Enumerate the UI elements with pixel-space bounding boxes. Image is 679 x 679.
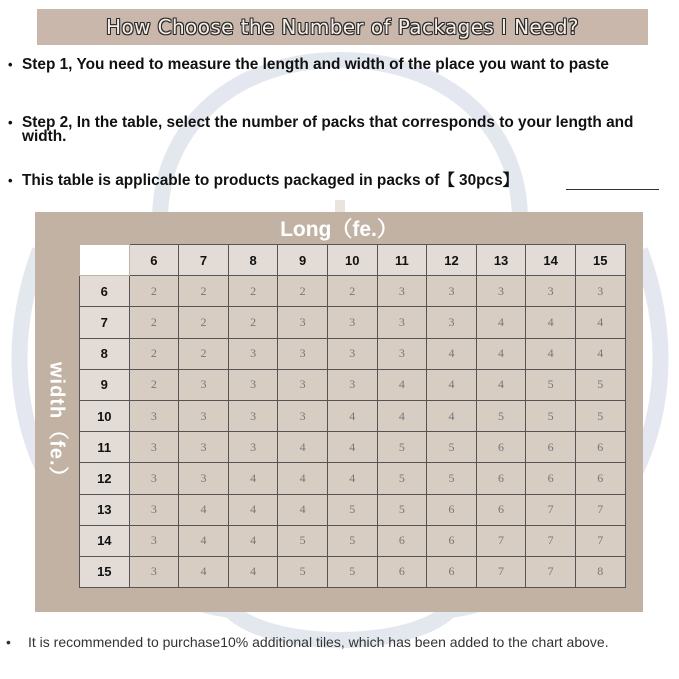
- pack-count-cell: 7: [526, 525, 576, 556]
- pack-count-cell: 6: [427, 525, 477, 556]
- table-row: [80, 307, 626, 338]
- pack-count-cell: 3: [129, 525, 179, 556]
- pack-count-cell: 3: [228, 369, 278, 400]
- table-row: [80, 369, 626, 400]
- pack-count-cell: 3: [129, 463, 179, 494]
- pack-count-cell: 4: [327, 463, 377, 494]
- pack-count-cell: 6: [377, 525, 427, 556]
- pack-count-cell: 6: [575, 463, 625, 494]
- pack-count-cell: 3: [476, 276, 526, 307]
- pack-count-cell: 3: [278, 338, 328, 369]
- pack-count-cell: 3: [129, 432, 179, 463]
- width-axis-label-wrap: [35, 244, 79, 606]
- footer-note: [6, 634, 674, 650]
- pack-count-cell: 4: [278, 494, 328, 525]
- pack-count-cell: 5: [377, 432, 427, 463]
- column-header: 14: [526, 245, 576, 276]
- pack-count-cell: 2: [129, 307, 179, 338]
- pack-count-cell: 4: [575, 338, 625, 369]
- corner-cell: [80, 245, 130, 276]
- pack-count-cell: 6: [427, 494, 477, 525]
- pack-count-cell: 3: [129, 494, 179, 525]
- row-header: 9: [80, 369, 130, 400]
- table-row: [80, 525, 626, 556]
- pack-count-cell: 7: [476, 525, 526, 556]
- pack-count-cell: 3: [228, 400, 278, 431]
- pack-count-cell: 4: [228, 525, 278, 556]
- pack-count-cell: 3: [427, 307, 477, 338]
- row-header: 10: [80, 400, 130, 431]
- pack-count-cell: 3: [179, 369, 229, 400]
- pack-count-cell: 3: [427, 276, 477, 307]
- pack-count-cell: 4: [526, 307, 576, 338]
- pack-count-cell: 4: [278, 463, 328, 494]
- pack-count-cell: 4: [575, 307, 625, 338]
- pack-count-cell: 3: [179, 463, 229, 494]
- pack-count-cell: 5: [427, 432, 477, 463]
- pack-count-cell: 5: [278, 525, 328, 556]
- footer-text: It is recommended to purchase10% additional tiles, which has been added to the chart above.: [28, 634, 609, 650]
- column-header: 10: [327, 245, 377, 276]
- pack-count-cell: 4: [377, 369, 427, 400]
- pack-count-cell: 2: [278, 276, 328, 307]
- table-row: [80, 494, 626, 525]
- pack-count-cell: 3: [179, 400, 229, 431]
- pack-count-cell: 2: [327, 276, 377, 307]
- pack-count-cell: 3: [327, 369, 377, 400]
- pack-count-cell: 5: [526, 400, 576, 431]
- pack-count-cell: 4: [179, 525, 229, 556]
- pack-count-cell: 6: [526, 463, 576, 494]
- pack-count-cell: 4: [476, 338, 526, 369]
- table-row: [80, 276, 626, 307]
- row-header: 13: [80, 494, 130, 525]
- packs-table: [79, 244, 626, 588]
- pack-count-cell: 4: [228, 463, 278, 494]
- pack-count-cell: 7: [575, 525, 625, 556]
- step-2: [8, 116, 673, 144]
- row-header: 12: [80, 463, 130, 494]
- pack-count-cell: 5: [575, 369, 625, 400]
- pack-count-cell: 4: [179, 556, 229, 587]
- pack-count-cell: 3: [377, 307, 427, 338]
- pack-count-cell: 3: [129, 556, 179, 587]
- bullet-marker: •: [8, 115, 13, 130]
- long-axis-label: Long（fe.）: [280, 218, 398, 241]
- pack-count-cell: 3: [179, 432, 229, 463]
- pack-count-cell: 4: [476, 307, 526, 338]
- pack-count-cell: 3: [575, 276, 625, 307]
- pack-count-cell: 4: [327, 400, 377, 431]
- pack-count-cell: 5: [377, 463, 427, 494]
- pack-count-cell: 7: [526, 556, 576, 587]
- table-row: [80, 400, 626, 431]
- pack-count-cell: 6: [476, 432, 526, 463]
- pack-count-cell: 6: [476, 463, 526, 494]
- pack-count-cell: 2: [228, 276, 278, 307]
- row-header: 7: [80, 307, 130, 338]
- pack-count-cell: 2: [228, 307, 278, 338]
- pack-count-cell: 5: [377, 494, 427, 525]
- title-banner: [37, 9, 648, 45]
- row-header: 8: [80, 338, 130, 369]
- pack-count-cell: 4: [228, 494, 278, 525]
- pack-count-cell: 2: [129, 338, 179, 369]
- pack-count-cell: 3: [228, 432, 278, 463]
- table-row: [80, 338, 626, 369]
- pack-count-cell: 6: [427, 556, 477, 587]
- pack-count-cell: 4: [526, 338, 576, 369]
- table-row: [80, 432, 626, 463]
- pack-count-cell: 5: [327, 494, 377, 525]
- pack-count-cell: 7: [575, 494, 625, 525]
- pack-count-cell: 6: [476, 494, 526, 525]
- pack-count-cell: 3: [327, 338, 377, 369]
- pack-count-cell: 4: [327, 432, 377, 463]
- pack-count-cell: 2: [179, 338, 229, 369]
- page-title: How Choose the Number of Packages I Need?: [106, 15, 579, 39]
- pack-count-cell: 3: [278, 307, 328, 338]
- pack-count-cell: 5: [526, 369, 576, 400]
- bullet-marker: •: [8, 57, 13, 72]
- pack-count-cell: 6: [575, 432, 625, 463]
- pack-count-cell: 4: [278, 432, 328, 463]
- pack-count-cell: 5: [427, 463, 477, 494]
- pack-count-cell: 3: [278, 369, 328, 400]
- pack-count-cell: 6: [377, 556, 427, 587]
- pack-count-cell: 5: [327, 525, 377, 556]
- pack-count-cell: 4: [179, 494, 229, 525]
- column-header: 8: [228, 245, 278, 276]
- column-header: 12: [427, 245, 477, 276]
- pack-count-cell: 2: [179, 276, 229, 307]
- pack-count-cell: 8: [575, 556, 625, 587]
- column-header: 7: [179, 245, 229, 276]
- row-header: 15: [80, 556, 130, 587]
- pack-count-cell: 5: [575, 400, 625, 431]
- bullet-marker: •: [8, 173, 13, 188]
- pack-count-cell: 3: [327, 307, 377, 338]
- pack-count-cell: 2: [129, 276, 179, 307]
- pack-count-cell: 2: [179, 307, 229, 338]
- step-1: [8, 58, 668, 72]
- pack-count-cell: 4: [228, 556, 278, 587]
- column-header: 9: [278, 245, 328, 276]
- pack-count-cell: 7: [476, 556, 526, 587]
- pack-count-cell: 3: [129, 400, 179, 431]
- column-header: 11: [377, 245, 427, 276]
- row-header: 11: [80, 432, 130, 463]
- pack-count-cell: 4: [476, 369, 526, 400]
- table-row: [80, 463, 626, 494]
- pack-count-cell: 7: [526, 494, 576, 525]
- pack-count-cell: 3: [526, 276, 576, 307]
- pack-count-cell: 5: [278, 556, 328, 587]
- pack-count-cell: 6: [526, 432, 576, 463]
- column-header: 6: [129, 245, 179, 276]
- pack-size-underline: [566, 189, 659, 190]
- pack-count-cell: 3: [377, 276, 427, 307]
- width-axis-label: width（fe.）: [45, 362, 68, 488]
- pack-count-cell: 3: [278, 400, 328, 431]
- bullet-marker: •: [6, 634, 11, 650]
- column-header: 13: [476, 245, 526, 276]
- column-header: 15: [575, 245, 625, 276]
- step-1-text: Step 1, You need to measure the length and width of the place you want to paste: [22, 56, 609, 73]
- pack-count-cell: 5: [476, 400, 526, 431]
- pack-count-cell: 2: [129, 369, 179, 400]
- table-row: [80, 556, 626, 587]
- row-header: 6: [80, 276, 130, 307]
- pack-count-cell: 3: [228, 338, 278, 369]
- step-3-text: This table is applicable to products packaged in packs of【 30pcs】: [22, 172, 519, 189]
- step-2-text: Step 2, In the table, select the number of packs that corresponds to your length and width.: [22, 114, 634, 145]
- pack-count-cell: 3: [377, 338, 427, 369]
- row-header: 14: [80, 525, 130, 556]
- step-3: [8, 174, 673, 188]
- pack-count-cell: 4: [377, 400, 427, 431]
- pack-count-cell: 4: [427, 338, 477, 369]
- column-header-row: [80, 245, 626, 276]
- pack-count-cell: 4: [427, 400, 477, 431]
- pack-count-cell: 4: [427, 369, 477, 400]
- pack-count-cell: 5: [327, 556, 377, 587]
